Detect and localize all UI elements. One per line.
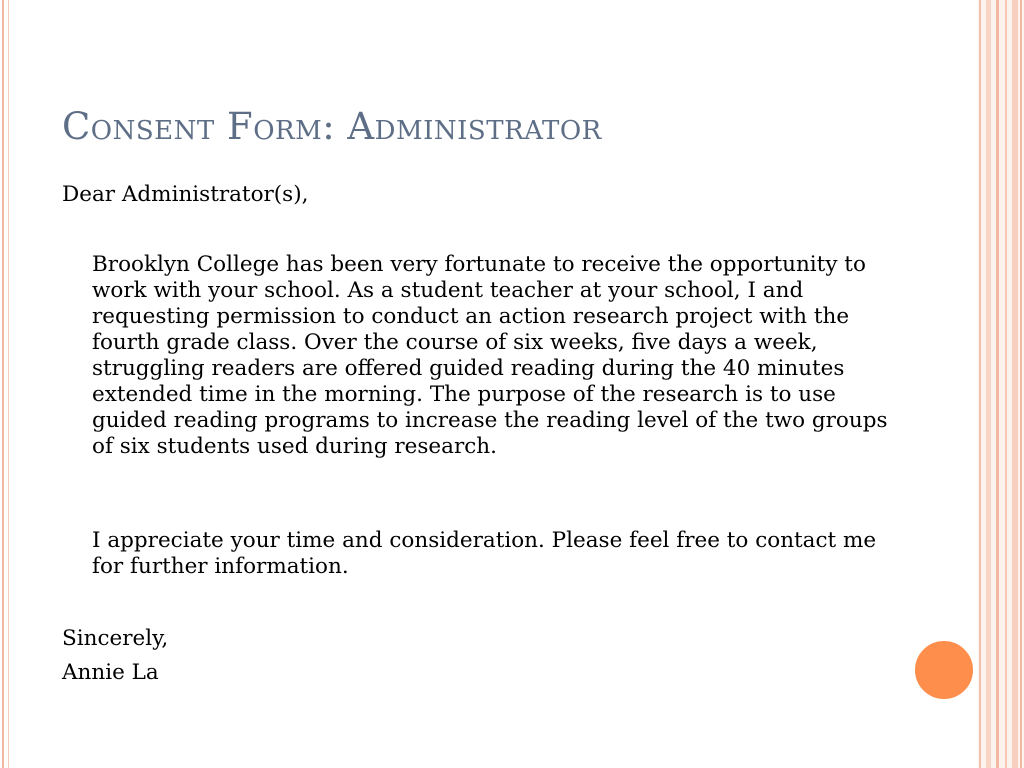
right-border-line [1005, 0, 1007, 768]
body-paragraph-request: Brooklyn College has been very fortunate to receive the opportunity to work with your school. As a student teacher at your school, I and requesting permission to conduct an action research project with the fourth grade class. Over the course of six weeks, five days a week, struggling readers are offered guided reading during the 40 minutes extended time in the morning. The purpose of the research is to use guided reading programs to increase the reading level of the two groups of six students used during research. [92, 252, 888, 459]
right-border-line [996, 0, 999, 768]
right-border-line [979, 0, 981, 768]
right-border-line [1020, 0, 1022, 768]
left-border-inner-line [8, 0, 9, 768]
signature-name: Annie La [62, 660, 159, 685]
greeting: Dear Administrator(s), [62, 182, 309, 207]
right-border-line [1012, 0, 1018, 768]
closing-salutation: Sincerely, [62, 626, 169, 651]
decorative-circle [913, 639, 975, 701]
left-border-line [2, 0, 4, 768]
slide-title: Consent Form: Administrator [62, 105, 602, 148]
body-paragraph-thanks: I appreciate your time and consideration. Please feel free to contact me for further information. [92, 528, 877, 579]
right-border-line [986, 0, 991, 768]
closing-block [62, 622, 168, 690]
